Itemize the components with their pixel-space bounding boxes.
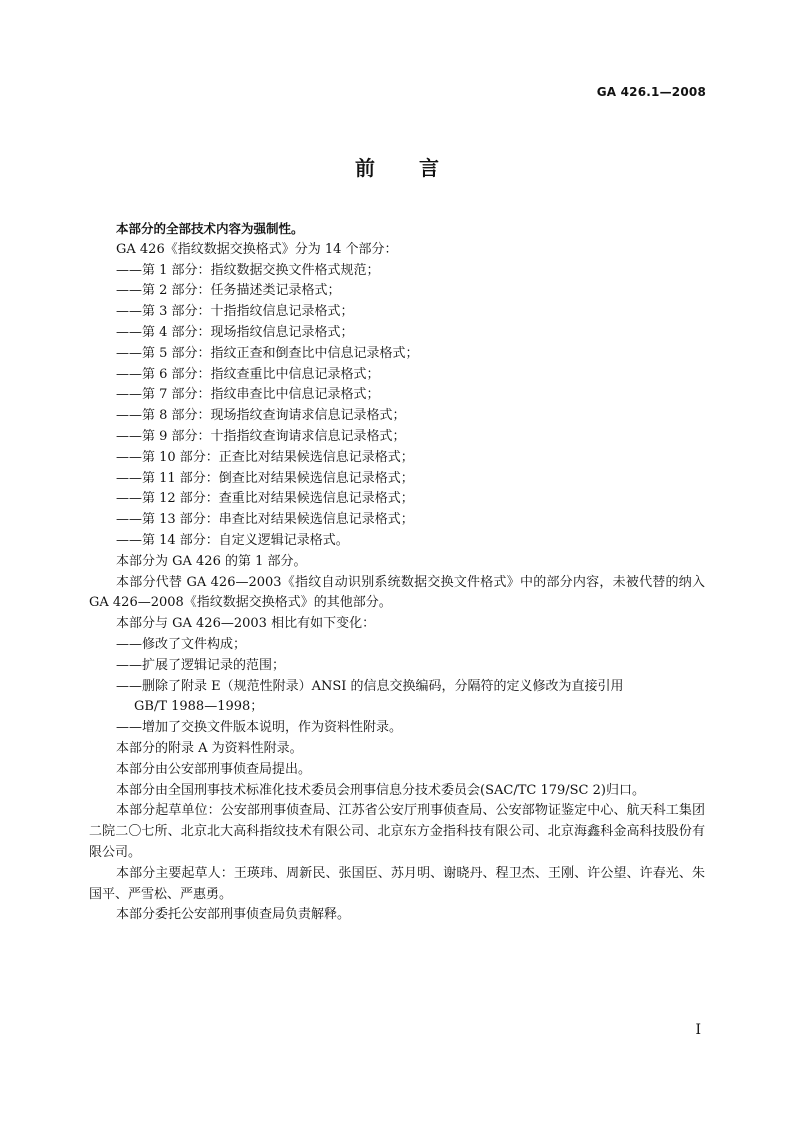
part-list-item: ——第 7 部分：指纹串查比中信息记录格式； — [116, 387, 380, 403]
mandatory-statement: 本部分的全部技术内容为强制性。 — [116, 221, 304, 236]
page-number: I — [695, 1022, 701, 1038]
interpretation-statement: 本部分委托公安部刑事侦查局负责解释。 — [116, 907, 351, 923]
part-list-item: ——第 1 部分：指纹数据交换文件格式规范； — [116, 262, 380, 278]
document-code: GA 426.1—2008 — [596, 85, 706, 99]
part-list-item: ——第 8 部分：现场指纹查询请求信息记录格式； — [116, 408, 406, 424]
part-list-item: ——第 13 部分：串查比对结果候选信息记录格式； — [116, 512, 414, 528]
drafting-units: 本部分起草单位：公安部刑事侦查局、江苏省公安厅刑事侦查局、公安部物证鉴定中心、航天科工集团二院二〇七所、北京北大高科指纹技术有限公司、北京东方金指科技有限公司、北京海鑫科金高科技股份有限公司。 — [89, 803, 705, 860]
part-list-item: ——第 11 部分：倒查比对结果候选信息记录格式； — [116, 470, 414, 486]
part-list-item: ——第 10 部分：正查比对结果候选信息记录格式； — [116, 449, 414, 465]
committee-statement: 本部分由全国刑事技术标准化技术委员会刑事信息分技术委员会(SAC/TC 179/SC 2)归口。 — [116, 782, 645, 798]
part-list-item: ——第 3 部分：十指指纹信息记录格式； — [116, 304, 354, 320]
proposer-statement: 本部分由公安部刑事侦查局提出。 — [116, 761, 312, 777]
foreword-body — [89, 219, 705, 926]
parts-intro: GA 426《指纹数据交换格式》分为 14 个部分： — [116, 241, 398, 257]
part-list-item: ——第 2 部分：任务描述类记录格式； — [116, 283, 341, 299]
part-statement: 本部分为 GA 426 的第 1 部分。 — [116, 553, 307, 569]
drafters: 本部分主要起草人：王瑛玮、周新民、张国臣、苏月明、谢晓丹、程卫杰、王刚、许公望、许春光、朱国平、严雪松、严惠勇。 — [89, 865, 705, 902]
changes-intro: 本部分与 GA 426—2003 相比有如下变化： — [116, 616, 376, 632]
appendix-statement: 本部分的附录 A 为资料性附录。 — [116, 740, 303, 756]
replacement-statement: 本部分代替 GA 426—2003《指纹自动识别系统数据交换文件格式》中的部分内容，未被代替的纳入 GA 426—2008《指纹数据交换格式》的其他部分。 — [89, 574, 705, 611]
change-list-item: ——扩展了逻辑记录的范围； — [116, 657, 286, 673]
change-list-item-continuation: GB/T 1988—1998； — [134, 699, 264, 715]
part-list-item: ——第 5 部分：指纹正查和倒查比中信息记录格式； — [116, 345, 419, 361]
part-list-item: ——第 14 部分：自定义逻辑记录格式。 — [116, 532, 349, 548]
change-list-item: ——修改了文件构成； — [116, 636, 247, 652]
part-list-item: ——第 4 部分：现场指纹信息记录格式； — [116, 324, 354, 340]
part-list-item: ——第 9 部分：十指指纹查询请求信息记录格式； — [116, 428, 406, 444]
part-list-item: ——第 6 部分：指纹查重比中信息记录格式； — [116, 366, 380, 382]
change-list-item: ——增加了交换文件版本说明，作为资料性附录。 — [116, 720, 403, 736]
part-list-item: ——第 12 部分：查重比对结果候选信息记录格式； — [116, 491, 414, 507]
change-list-item: ——删除了附录 E（规范性附录）ANSI 的信息交换编码，分隔符的定义修改为直接引用 — [116, 678, 624, 694]
page-title: 前言 — [355, 156, 483, 180]
